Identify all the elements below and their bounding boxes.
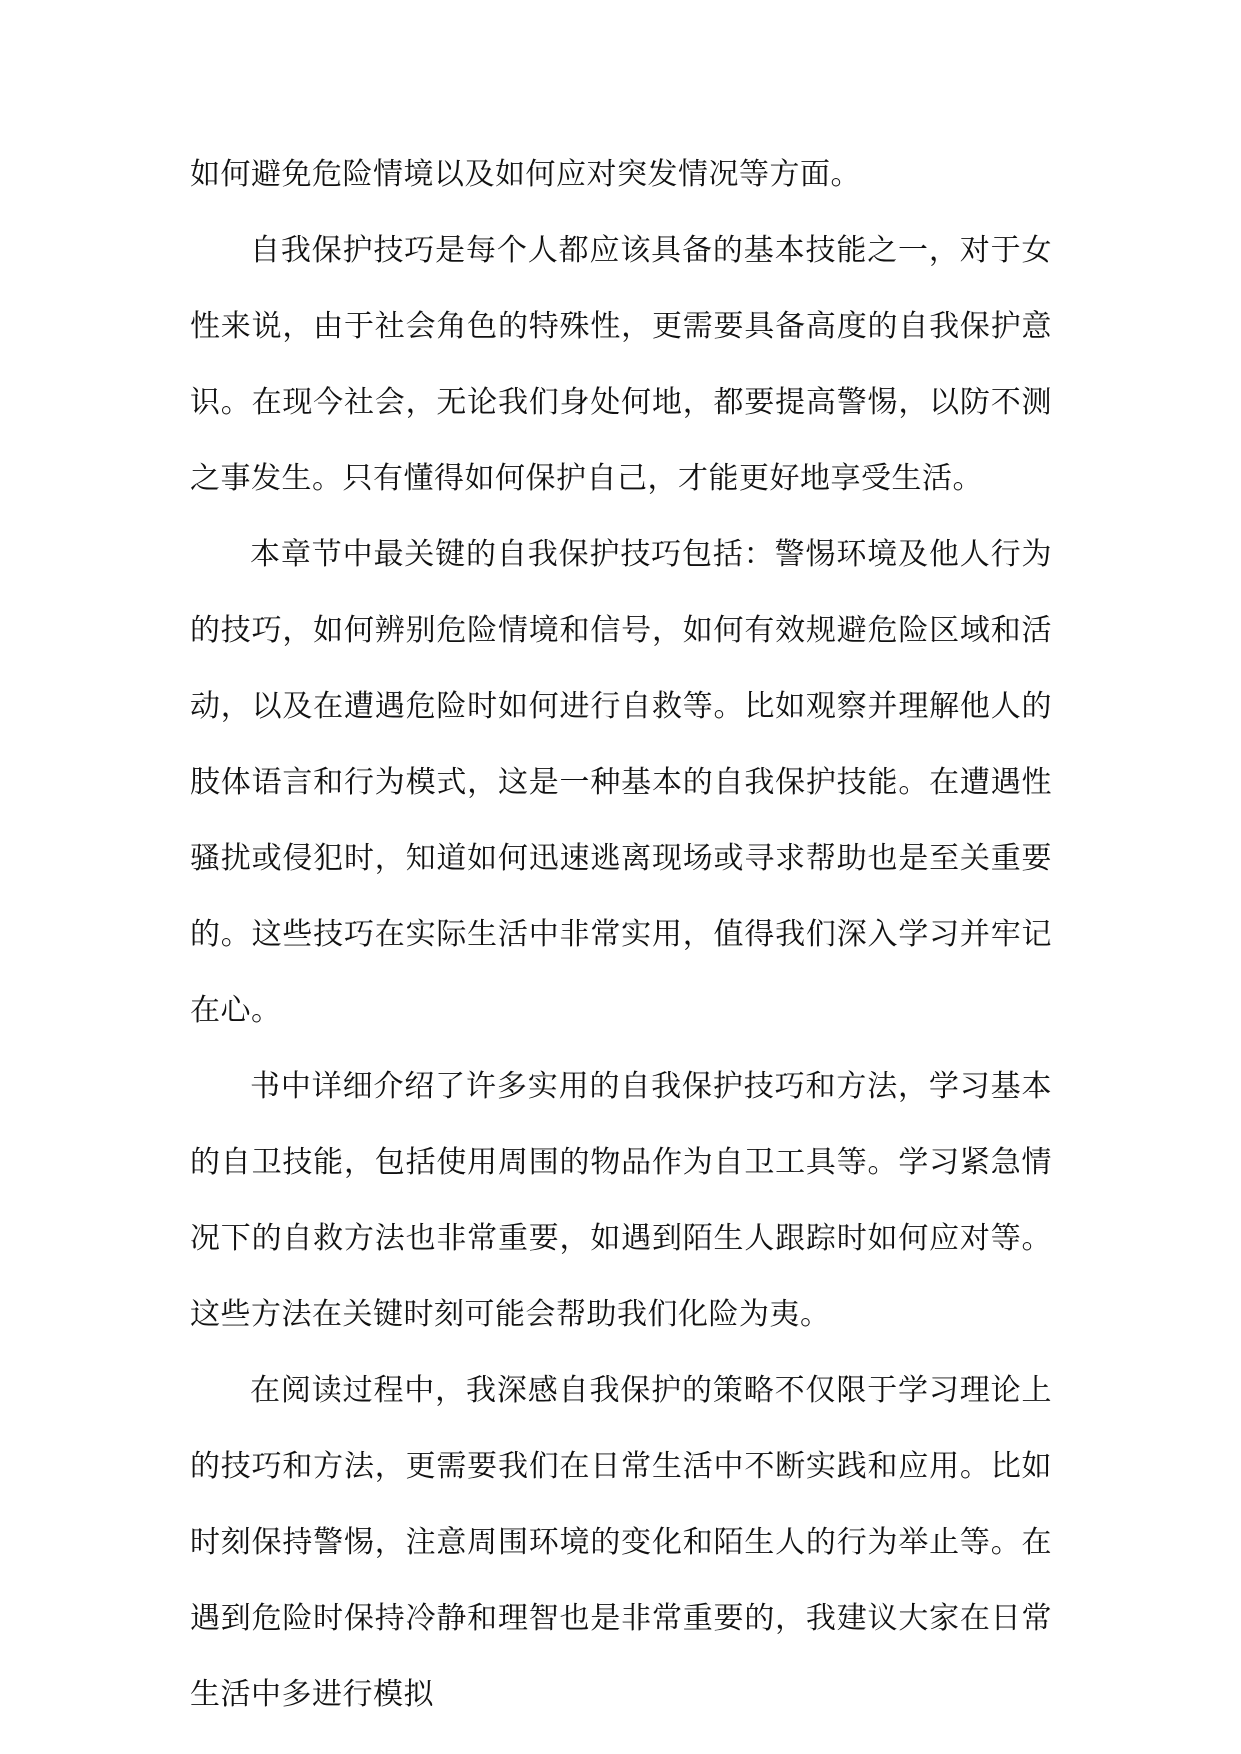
paragraph-3: 本章节中最关键的自我保护技巧包括：警惕环境及他人行为的技巧，如何辨别危险情境和信号，如何有效规避危险区域和活动，以及在遭遇危险时如何进行自救等。比如观察并理解他人的肢体语言和行为模式，这是一种基本的自我保护技能。在遭遇性骚扰或侵犯时，知道如何迅速逃离现场或寻求帮助也是至关重要的。这些技巧在实际生活中非常实用，值得我们深入学习并牢记在心。 — [190, 537, 1052, 1028]
paragraph-2: 自我保护技巧是每个人都应该具备的基本技能之一，对于女性来说，由于社会角色的特殊性，更需要具备高度的自我保护意识。在现今社会，无论我们身处何地，都要提高警惕，以防不测之事发生。只有懂得如何保护自己，才能更好地享受生活。 — [190, 233, 1052, 496]
paragraph-5: 在阅读过程中，我深感自我保护的策略不仅限于学习理论上的技巧和方法，更需要我们在日常生活中不断实践和应用。比如时刻保持警惕，注意周围环境的变化和陌生人的行为举止等。在遇到危险时保持冷静和理智也是非常重要的，我建议大家在日常生活中多进行模拟 — [190, 1373, 1052, 1712]
paragraph-1: 如何避免危险情境以及如何应对突发情况等方面。 — [190, 157, 861, 192]
body-text — [190, 137, 1052, 1733]
paragraph-4: 书中详细介绍了许多实用的自我保护技巧和方法，学习基本的自卫技能，包括使用周围的物品作为自卫工具等。学习紧急情况下的自救方法也非常重要，如遇到陌生人跟踪时如何应对等。这些方法在关键时刻可能会帮助我们化险为夷。 — [190, 1069, 1052, 1332]
